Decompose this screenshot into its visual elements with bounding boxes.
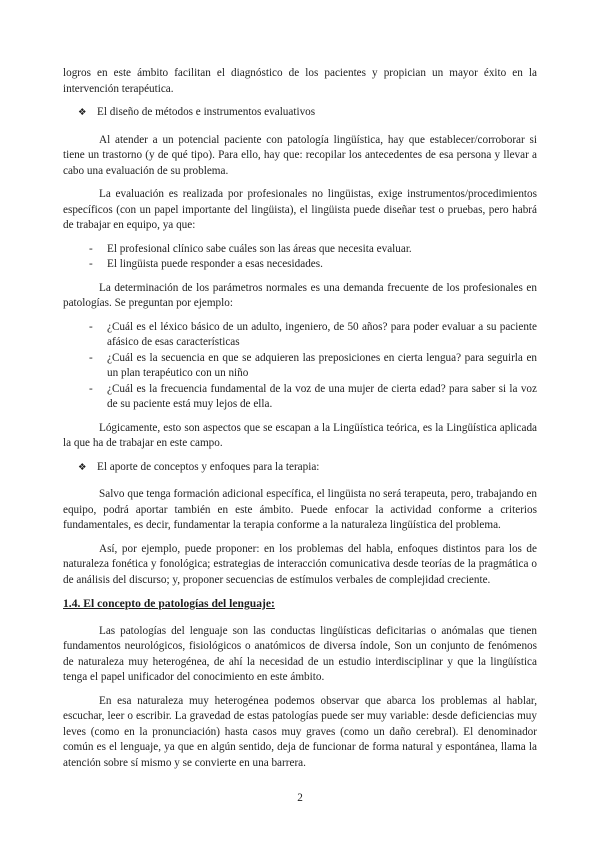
list-item-text: El lingüista puede responder a esas necesidades. (107, 258, 323, 270)
bullet-item-aporte-conceptos (63, 460, 537, 476)
page-content (63, 66, 537, 779)
list-item (63, 242, 537, 258)
list-item-text: ¿Cuál es el léxico básico de un adulto, ingeniero, de 50 años? para poder evaluar a su paciente afásico de esas características (107, 320, 537, 348)
list-item (63, 320, 537, 351)
paragraph-la-determinacion: La determinación de los parámetros normales es una demanda frecuente de los profesionales en patologías. Se preguntan por ejemplo: (63, 281, 537, 309)
bullet-item-design-methods (63, 105, 537, 121)
diamond-bullet-icon: ❖ (78, 107, 87, 118)
dash-list-preguntas (63, 320, 537, 413)
paragraph-asi-por-ejemplo: Así, por ejemplo, puede proponer: en los problemas del habla, enfoques distintos para los de naturaleza fonética y fonológica; estrategias de interacción comunicativa desde teorías de la pragmática o de análisis del discurso; y, proponer secuencias de estímulos verbales de complejidad creciente. (63, 542, 537, 586)
bullet-item-label: El aporte de conceptos y enfoques para la terapia: (97, 460, 320, 473)
list-item-text: ¿Cuál es la frecuencia fundamental de la voz de una mujer de cierta edad? para saber si la voz de su paciente está muy lejos de ella. (107, 382, 537, 410)
paragraph-en-esa-naturaleza: En esa naturaleza muy heterogénea podemos observar que abarca los problemas al hablar, escuchar, leer o escribir. La gravedad de estas patologías puede ser muy variable: desde deficiencias muy leves (como en la pronunciación) hasta casos muy graves (como un daño cerebral). El denominador común es el lenguaje, ya que en algún sentido, deja de funcionar de forma natural y espontánea, llama la atención sobre sí mismo y se convierte en una barrera. (63, 694, 537, 769)
diamond-bullet-icon: ❖ (78, 461, 87, 473)
paragraph-la-evaluacion: La evaluación es realizada por profesionales no lingüistas, exige instrumentos/procedimientos específicos (con un papel importante del lingüista), el lingüista puede diseñar test o pruebas, pero habrá de trabajar en equipo, ya que: (63, 188, 537, 231)
paragraph-al-atender: Al atender a un potencial paciente con patología lingüística, hay que establecer/corroborar si tiene un trastorno (y de qué tipo). Para ello, hay que: recopilar los antecedentes de esa persona y llevar a cabo una evaluación de su problema. (63, 133, 537, 177)
section-heading-1-4: 1.4. El concepto de patologías del lenguaje: (63, 597, 275, 610)
paragraph-las-patologias: Las patologías del lenguaje son las conductas lingüísticas deficitarias o anómalas que tienen fundamentos neurológicos, fisiológicos o anatómicos de diversa índole, Son un conjunto de fenómenos de naturaleza muy heterogénea, de ahí la necesidad de un estudio interdisciplinar y que la lingüística tenga el papel unificador del conocimiento en este ámbito. (63, 624, 537, 683)
list-item (63, 257, 537, 273)
dash-bullet: - (89, 320, 93, 333)
paragraph-salvo-que: Salvo que tenga formación adicional específica, el lingüista no será terapeuta, pero, trabajando en equipo, podrá aportar también en este ámbito. Puede enfocar la actividad conforme a criterios fundamentales, es decir, fundamentar la terapia conforme a la naturaleza lingüística del problema. (63, 488, 537, 531)
bullet-item-label: El diseño de métodos e instrumentos evaluativos (97, 106, 316, 118)
dash-bullet: - (89, 258, 93, 270)
list-item-text: El profesional clínico sabe cuáles son las áreas que necesita evaluar. (107, 242, 412, 255)
paragraph-logicamente: Lógicamente, esto son aspectos que se escapan a la Lingüística teórica, es la Lingüística aplicada la que ha de trabajar en este campo. (63, 421, 537, 449)
list-item (63, 382, 537, 413)
page-number: 2 (297, 792, 303, 804)
list-item-text: ¿Cuál es la secuencia en que se adquieren las preposiciones en cierta lengua? para seguirla en un plan terapéutico con un niño (107, 351, 537, 379)
dash-bullet: - (89, 351, 93, 364)
dash-list-equipo (63, 242, 537, 273)
list-item (63, 351, 537, 382)
paragraph-continuation: logros en este ámbito facilitan el diagnóstico de los pacientes y propician un mayor éxito en la intervención terapéutica. (63, 67, 537, 95)
dash-bullet: - (89, 382, 93, 395)
dash-bullet: - (89, 242, 93, 255)
